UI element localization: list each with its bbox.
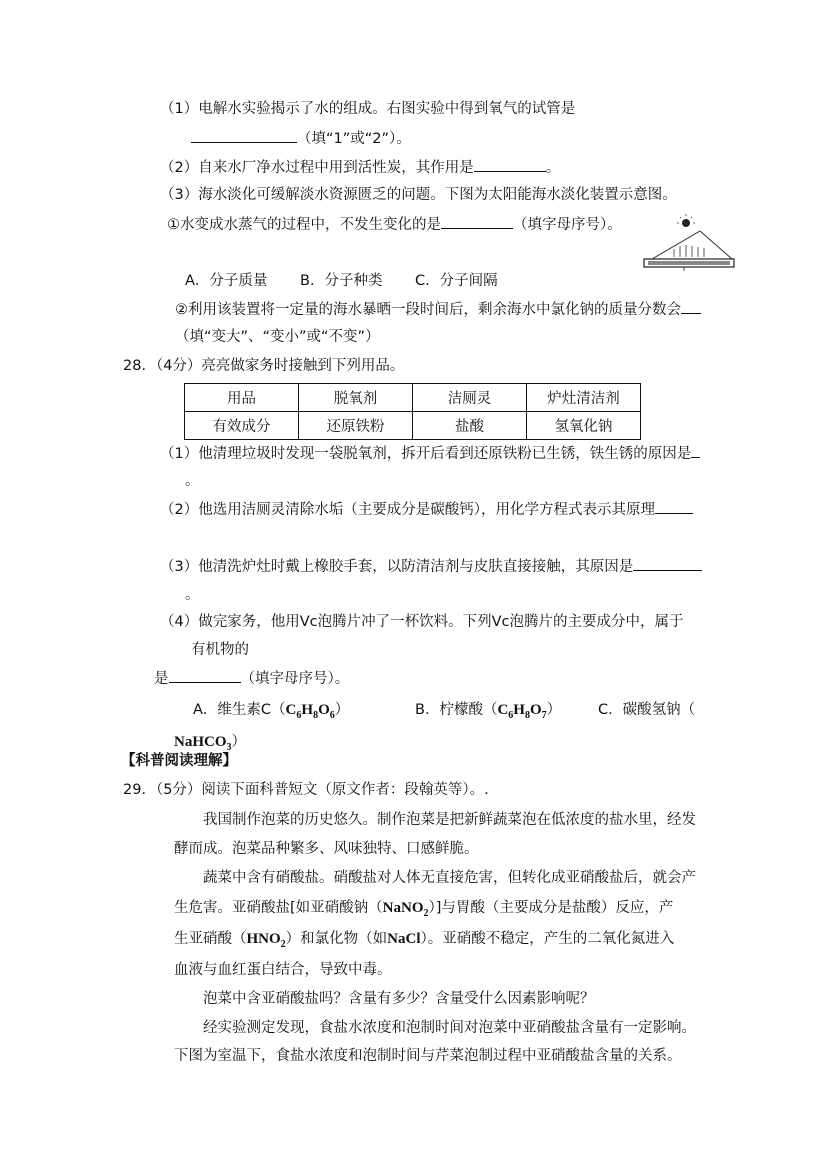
q28-part4-line3: 是 （填字母序号）。 bbox=[154, 668, 349, 689]
answer-blank[interactable] bbox=[169, 668, 241, 683]
answer-blank[interactable] bbox=[191, 128, 297, 143]
answer-blank[interactable] bbox=[681, 299, 701, 314]
table-cell: 氢氧化钠 bbox=[527, 412, 641, 440]
q28-part2: （2）他选用洁厕灵清除水垢（主要成分是碳酸钙），用化学方程式表示其原理 bbox=[160, 499, 693, 520]
q27-part1-line1: （1）电解水实验揭示了水的组成。右图实验中得到氧气的试管是 bbox=[160, 101, 576, 117]
q29-heading: 29．（5分）阅读下面科普短文（原文作者：段翰英等）。. bbox=[123, 782, 489, 798]
q27-part2: （2）自来水厂净水过程中用到活性炭，其作用是 。 bbox=[160, 157, 560, 178]
q28-part1: （1）他清理垃圾时发现一袋脱氧剂，拆开后看到还原铁粉已生锈，铁生锈的原因是 bbox=[160, 443, 700, 464]
q27-sub2-line2: （填“变大”、“变小”或“不变”） bbox=[175, 329, 380, 345]
q28-part4-line2: 有机物的 bbox=[191, 642, 249, 658]
q27-part3: （3）海水淡化可缓解淡水资源匮乏的问题。下图为太阳能海水淡化装置示意图。 bbox=[160, 187, 677, 203]
q27-option-b[interactable]: B．分子种类 bbox=[300, 273, 383, 289]
table-cell: 有效成分 bbox=[185, 412, 299, 440]
section-heading: 【科普阅读理解】 bbox=[121, 753, 237, 769]
q29-para2-line2: 生危害。亚硝酸盐[如亚硝酸钠（NaNO$_2$）]与胃酸（主要成分是盐酸）反应，产 bbox=[174, 900, 674, 919]
q27-sub1: ①水变成水蒸气的过程中，不发生变化的是 （填字母序号）。 bbox=[167, 214, 622, 235]
q27-part1-line2: （填“1”或“2”）。 bbox=[191, 128, 411, 149]
table-cell: 脱氧剂 bbox=[299, 384, 413, 412]
q29-para2-line4: 血液与血红蛋白结合，导致中毒。 bbox=[174, 962, 392, 978]
q28-part3-end: 。 bbox=[185, 587, 200, 603]
answer-blank[interactable] bbox=[633, 556, 702, 571]
q29-para1-line1: 我国制作泡菜的历史悠久。制作泡菜是把新鲜蔬菜泡在低浓度的盐水里，经发 bbox=[203, 812, 696, 828]
answer-blank[interactable] bbox=[691, 443, 700, 458]
table-cell: 还原铁粉 bbox=[299, 412, 413, 440]
q27-option-c[interactable]: C．分子间隔 bbox=[415, 273, 498, 289]
q29-para3: 泡菜中含亚硝酸盐吗？含量有多少？含量受什么因素影响呢？ bbox=[203, 991, 595, 1007]
q28-option-b[interactable]: B．柠檬酸$(C_6H_8O_7)$ bbox=[415, 702, 562, 721]
table-cell: 炉灶清洁剂 bbox=[527, 384, 641, 412]
q27-option-a[interactable]: A．分子质量 bbox=[185, 273, 268, 289]
q28-option-c[interactable]: C．碳酸氢钠（ bbox=[598, 702, 696, 718]
table-cell: 用品 bbox=[185, 384, 299, 412]
table-cell: 盐酸 bbox=[413, 412, 527, 440]
answer-blank[interactable] bbox=[655, 499, 693, 514]
table-row bbox=[185, 384, 641, 412]
q28-part3: （3）他清洗炉灶时戴上橡胶手套，以防清洁剂与皮肤直接接触，其原因是 bbox=[160, 556, 702, 577]
q29-para2-line1: 蔬菜中含有硝酸盐。硝酸盐对人体无直接危害，但转化成亚硝酸盐后，就会产 bbox=[203, 870, 696, 886]
q28-part4-line1: （4）做完家务，他用Vc泡腾片冲了一杯饮料。下列Vc泡腾片的主要成分中，属于 bbox=[160, 614, 684, 630]
q29-para1-line2: 酵而成。泡菜品种繁多、风味独特、口感鲜脆。 bbox=[174, 841, 479, 857]
q29-para4-line2: 下图为室温下，食盐水浓度和泡制时间与芹菜泡制过程中亚硝酸盐含量的关系。 bbox=[174, 1048, 682, 1064]
q28-heading: 28．（4分）亮亮做家务时接触到下列用品。 bbox=[123, 358, 405, 374]
q28-part1-end: 。 bbox=[185, 473, 200, 489]
table-cell: 洁厕灵 bbox=[413, 384, 527, 412]
answer-blank[interactable] bbox=[441, 214, 513, 229]
q28-option-a[interactable]: A．维生素$C(C_6H_8O_6)$ bbox=[193, 702, 350, 721]
q28-option-c-formula: NaHCO$_3$） bbox=[174, 734, 246, 753]
q29-para4-line1: 经实验测定发现，食盐水浓度和泡制时间对泡菜中亚硝酸盐含量有一定影响。 bbox=[203, 1020, 696, 1036]
table-row bbox=[185, 412, 641, 440]
household-products-table bbox=[184, 383, 641, 440]
q27-sub2-line1: ②利用该装置将一定量的海水暴晒一段时间后，剩余海水中氯化钠的质量分数会 bbox=[175, 299, 701, 320]
sun-icon bbox=[682, 219, 690, 227]
solar-desalination-diagram bbox=[640, 213, 740, 273]
q29-para2-line3: 生亚硝酸$(HNO_2)$和氯化物（如NaCl）。亚硝酸不稳定，产生的二氧化氮进入 bbox=[174, 931, 675, 950]
answer-blank[interactable] bbox=[474, 157, 546, 172]
